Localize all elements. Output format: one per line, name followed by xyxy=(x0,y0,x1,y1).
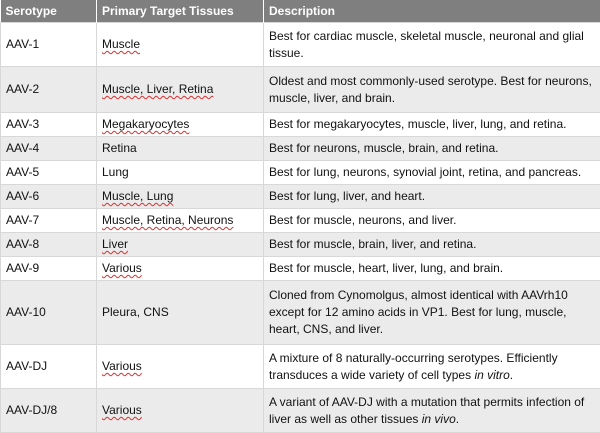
description-cell: Best for neurons, muscle, brain, and retina. xyxy=(264,137,600,161)
tissues-text: Megakaryocytes xyxy=(102,117,190,131)
table-row xyxy=(1,23,600,67)
description-cell: Best for megakaryocytes, muscle, liver, lung, and retina. xyxy=(264,113,600,137)
table-row xyxy=(1,185,600,209)
tissues-cell xyxy=(97,281,264,345)
serotype-cell: AAV-3 xyxy=(1,113,97,137)
table-row xyxy=(1,345,600,389)
tissues-text: Various xyxy=(102,359,142,373)
tissues-cell xyxy=(97,113,264,137)
serotype-cell: AAV-1 xyxy=(1,23,97,67)
tissues-cell xyxy=(97,233,264,257)
serotype-cell: AAV-9 xyxy=(1,257,97,281)
description-cell: Best for lung, liver, and heart. xyxy=(264,185,600,209)
description-cell xyxy=(264,389,600,433)
serotype-cell: AAV-7 xyxy=(1,209,97,233)
serotype-cell: AAV-10 xyxy=(1,281,97,345)
tissues-cell xyxy=(97,257,264,281)
description-cell: Best for muscle, brain, liver, and retina. xyxy=(264,233,600,257)
serotype-cell: AAV-5 xyxy=(1,161,97,185)
tissues-cell xyxy=(97,67,264,113)
tissues-text: Muscle, Lung xyxy=(102,189,174,203)
table-row xyxy=(1,389,600,433)
description-cell: Best for cardiac muscle, skeletal muscle, neuronal and glial tissue. xyxy=(264,23,600,67)
serotype-cell: AAV-DJ/8 xyxy=(1,389,97,433)
tissues-cell xyxy=(97,161,264,185)
tissues-text: Pleura, CNS xyxy=(102,305,169,319)
tissues-text: Muscle xyxy=(102,37,141,51)
header-description: Description xyxy=(264,0,600,23)
header-serotype: Serotype xyxy=(1,0,97,23)
header-row xyxy=(1,0,600,23)
serotype-cell: AAV-4 xyxy=(1,137,97,161)
tissues-cell xyxy=(97,185,264,209)
tissues-text: Various xyxy=(102,403,142,417)
serotype-cell: AAV-2 xyxy=(1,67,97,113)
tissues-cell xyxy=(97,345,264,389)
tissues-text: Retina xyxy=(102,141,137,155)
table-row xyxy=(1,233,600,257)
table-row xyxy=(1,209,600,233)
header-primary-target-tissues: Primary Target Tissues xyxy=(97,0,264,23)
tissues-cell xyxy=(97,137,264,161)
serotype-cell: AAV-8 xyxy=(1,233,97,257)
tissues-text: Liver xyxy=(102,237,129,251)
description-cell: Best for lung, neurons, synovial joint, retina, and pancreas. xyxy=(264,161,600,185)
description-italic: in vitro xyxy=(474,367,510,382)
table-row xyxy=(1,161,600,185)
description-cell xyxy=(264,345,600,389)
description-end: . xyxy=(455,411,460,426)
table-row xyxy=(1,257,600,281)
description-cell: Oldest and most commonly-used serotype. Best for neurons, muscle, liver, and brain. xyxy=(264,67,600,113)
description-text: A mixture of 8 naturally-occurring serotypes. Efficiently transduces a wide variety of cell types xyxy=(269,350,558,382)
tissues-cell xyxy=(97,23,264,67)
table-row xyxy=(1,67,600,113)
tissues-cell xyxy=(97,389,264,433)
tissues-text: Muscle, Retina, Neurons xyxy=(102,213,234,227)
table-row xyxy=(1,281,600,345)
serotype-cell: AAV-DJ xyxy=(1,345,97,389)
description-cell: Best for muscle, neurons, and liver. xyxy=(264,209,600,233)
description-end: . xyxy=(509,367,514,382)
tissues-cell xyxy=(97,209,264,233)
tissues-text: Lung xyxy=(102,165,129,179)
tissues-text: Muscle, Liver, Retina xyxy=(102,82,214,96)
table-row xyxy=(1,113,600,137)
description-italic: in vivo xyxy=(421,411,456,426)
description-text: A variant of AAV-DJ with a mutation that permits infection of liver as well as other tissues xyxy=(269,394,585,426)
serotype-cell: AAV-6 xyxy=(1,185,97,209)
description-cell: Best for muscle, heart, liver, lung, and brain. xyxy=(264,257,600,281)
tissues-text: Various xyxy=(102,261,142,275)
table-row xyxy=(1,137,600,161)
description-cell: Cloned from Cynomolgus, almost identical with AAVrh10 except for 12 amino acids in VP1. Best for lung, muscle, heart, CNS, and liver. xyxy=(264,281,600,345)
